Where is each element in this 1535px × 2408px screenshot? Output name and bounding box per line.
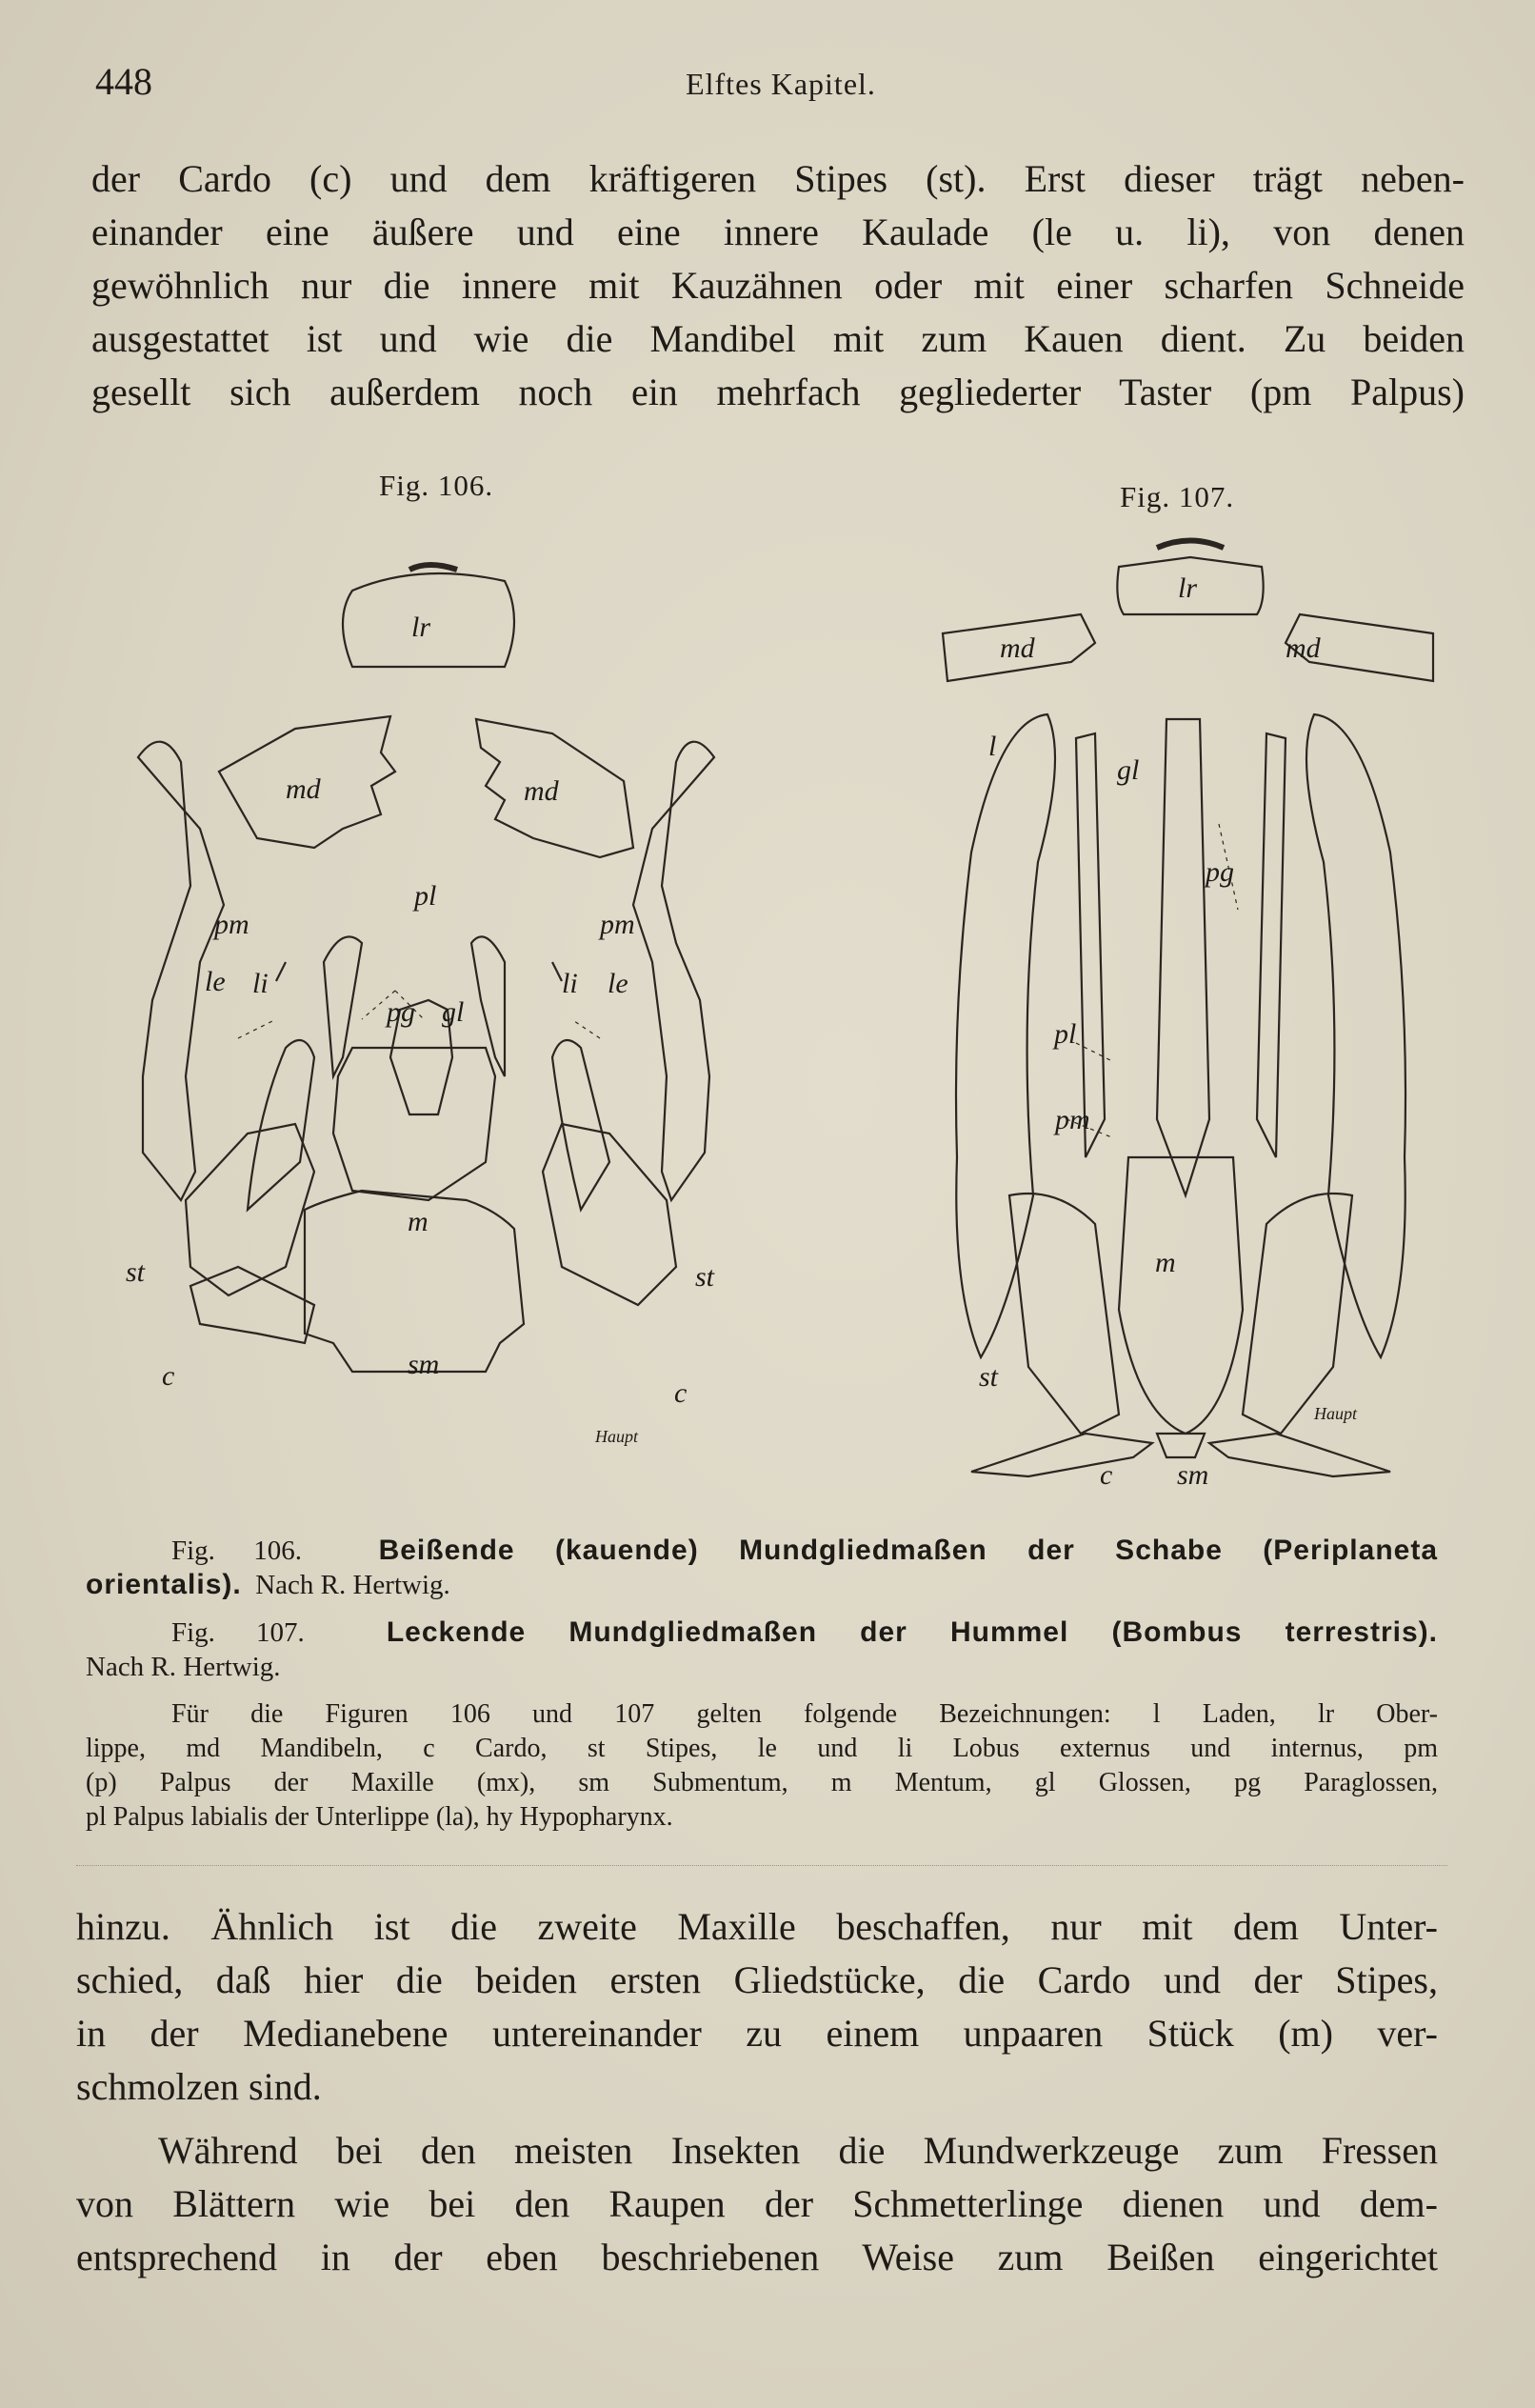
caption-number: Fig. 107. (171, 1617, 305, 1648)
caption-credit: Nach R. Hertwig. (86, 1652, 281, 1682)
glossa (1157, 719, 1209, 1195)
text-line: schmolzen sind. (76, 2065, 322, 2108)
labial-palp-left (324, 936, 362, 1076)
label-md-right: md (524, 775, 559, 807)
text-line: Während bei den meisten Insekten die Mundwerkzeuge zum Fressen (158, 2129, 1438, 2172)
caption-title-cont: orientalis). (86, 1569, 242, 1600)
lacinia-right (1306, 714, 1405, 1357)
palp-right (633, 742, 714, 1200)
label-l: l (988, 731, 997, 762)
label-c: c (1100, 1459, 1113, 1491)
label-pg: pg (1206, 856, 1234, 888)
text-line: in der Medianebene untereinander zu einem unpaaren Stück (m) ver- (76, 2012, 1438, 2055)
label-sm: sm (1177, 1459, 1209, 1491)
text-line: ausgestattet ist und wie die Mandibel mit zum Kauen dient. Zu beiden (91, 317, 1465, 360)
label-md-left: md (1000, 632, 1035, 664)
label-li-right: li (562, 968, 578, 999)
lacinia-left (956, 714, 1055, 1357)
legend-line: lippe, md Mandibeln, c Cardo, st Stipes, le und li Lobus externus und internus, pm (86, 1734, 1438, 1763)
legend-line: pl Palpus labialis der Unterlippe (la), hy Hypopharynx. (86, 1802, 673, 1832)
page-header (95, 59, 1466, 116)
label-c-left: c (162, 1360, 175, 1392)
label-pg: pg (387, 996, 415, 1028)
label-st-right: st (695, 1261, 715, 1293)
label-pl: pl (414, 880, 437, 912)
label-le-left: le (205, 966, 226, 997)
figure-107-drawing (914, 529, 1447, 1510)
figure-106 (105, 543, 771, 1476)
label-m: m (1155, 1247, 1176, 1278)
legend-line: (p) Palpus der Maxille (mx), sm Submentum, m Mentum, gl Glossen, pg Paraglossen, (86, 1768, 1438, 1797)
submentum (1157, 1434, 1205, 1457)
label-gl: gl (1117, 754, 1140, 786)
label-st: st (979, 1361, 999, 1393)
fig-107-label: Fig. 107. (1120, 480, 1235, 513)
lacinia-left (248, 1040, 314, 1210)
text-line: gesellt sich außerdem noch ein mehrfach gegliederter Taster (pm Palpus) (91, 371, 1465, 413)
section-divider (76, 1865, 1447, 1867)
text-line: gewöhnlich nur die innere mit Kauzähnen oder mit einer scharfen Schneide (91, 264, 1465, 307)
text-line: von Blättern wie bei den Raupen der Schmetterlinge dienen und dem- (76, 2182, 1438, 2225)
fig-106-label: Fig. 106. (379, 469, 494, 502)
caption-number: Fig. 106. (171, 1535, 302, 1566)
mentum (333, 1048, 495, 1200)
label-pm: pm (1055, 1104, 1090, 1135)
figure-legend (86, 1697, 1438, 1835)
caption-fig-107 (86, 1615, 1438, 1684)
figure-captions (86, 1534, 1438, 1835)
label-le-right: le (608, 968, 628, 999)
text-line: hinzu. Ähnlich ist die zweite Maxille beschaffen, nur mit dem Unter- (76, 1905, 1438, 1948)
label-c-right: c (674, 1377, 688, 1409)
label-m: m (408, 1206, 429, 1237)
caption-credit: Nach R. Hertwig. (255, 1570, 450, 1600)
text-line: der Cardo (c) und dem kräftigeren Stipes (st). Erst dieser trägt neben- (91, 157, 1465, 200)
figure-106-drawing (105, 543, 771, 1476)
cardo-left (190, 1267, 314, 1343)
stipes-left (186, 1124, 314, 1295)
stipes-right (543, 1124, 676, 1305)
paragraph-top (91, 152, 1465, 419)
label-pm-right: pm (600, 909, 635, 940)
cardo (971, 1434, 1152, 1476)
caption-fig-106 (86, 1534, 1438, 1602)
label-st-left: st (126, 1256, 146, 1288)
text-line: entsprechend in der eben beschriebenen Weise zum Beißen eingerichtet (76, 2236, 1438, 2278)
label-li-left: li (252, 968, 269, 999)
label-pm-left: pm (214, 909, 249, 940)
label-lr: lr (411, 612, 431, 643)
labial-palp-left (1076, 733, 1105, 1157)
artist-signature: Haupt (1314, 1404, 1357, 1423)
running-head: Elftes Kapitel. (686, 67, 876, 101)
text-line: schied, daß hier die beiden ersten Gliedstücke, die Cardo und der Stipes, (76, 1958, 1438, 2001)
caption-title: Beißende (kauende) Mundgliedmaßen der Schabe (Periplaneta (378, 1535, 1438, 1566)
label-gl: gl (442, 996, 465, 1028)
mentum (1119, 1157, 1243, 1434)
legend-line: Für die Figuren 106 und 107 gelten folgende Bezeichnungen: l Laden, lr Ober- (171, 1699, 1438, 1729)
label-sm: sm (408, 1349, 440, 1380)
label-pl: pl (1054, 1018, 1077, 1050)
text-line: einander eine äußere und eine innere Kaulade (le u. li), von denen (91, 211, 1465, 253)
page-number: 448 (95, 60, 152, 103)
label-lr: lr (1178, 572, 1198, 604)
label-md-left: md (286, 773, 321, 805)
artist-signature: Haupt (595, 1427, 638, 1446)
label-md-right: md (1286, 632, 1321, 664)
paragraph-bottom (76, 2124, 1438, 2284)
figure-107 (914, 529, 1447, 1510)
paragraph-middle (76, 1900, 1438, 2114)
labial-palp-right (1257, 733, 1286, 1157)
caption-title: Leckende Mundgliedmaßen der Hummel (Bombus terrestris). (386, 1616, 1438, 1648)
